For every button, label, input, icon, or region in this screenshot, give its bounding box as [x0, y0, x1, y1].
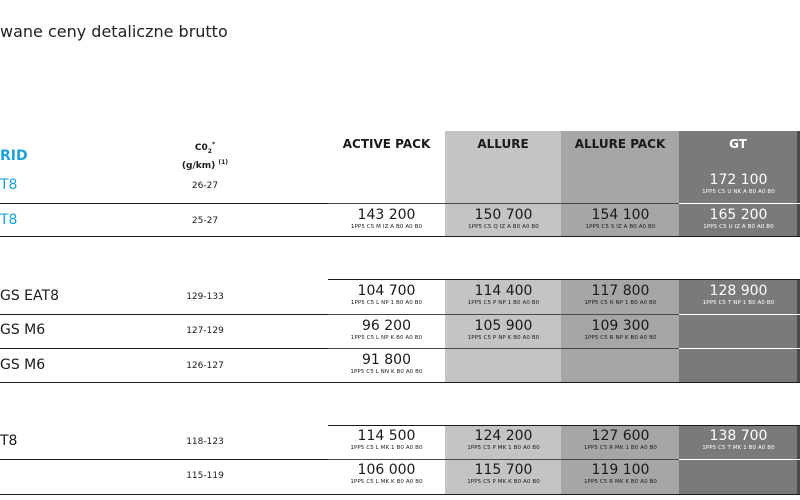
row-divider [679, 348, 800, 349]
price: 114 500 [357, 428, 416, 444]
row-divider [679, 314, 800, 315]
config-code: 1PP5 C5 U NK A B0 A0 B0 [702, 189, 775, 195]
price: 143 200 [357, 207, 416, 223]
price-cell-allure [445, 207, 562, 231]
price: 91 800 [362, 352, 411, 368]
row-label: GS EAT8 [0, 288, 59, 304]
config-code: 1PP5 C5 U IZ A B0 A0 B0 [703, 224, 774, 230]
config-code: 1PP5 C5 P NP K B0 A0 B0 [467, 335, 540, 341]
row-divider [328, 459, 679, 460]
row-label: T8 [0, 433, 18, 449]
price-cell-allure-pack [562, 283, 679, 307]
co2-value: 127-129 [186, 326, 224, 336]
price-cell-gt [680, 428, 797, 452]
price: 105 900 [474, 318, 533, 334]
co2-value: 126-127 [186, 361, 224, 371]
column-header-allure: ALLURE [477, 137, 529, 151]
config-code: 1PP5 C5 L NP 1 B0 A0 B0 [350, 300, 423, 306]
row-divider [0, 314, 328, 315]
co2-header: $C0_2^*$ (g/km) $^{(1)}$ [181, 141, 229, 171]
price: 165 200 [709, 207, 768, 223]
price-cell-allure [445, 462, 562, 486]
price: 119 100 [591, 462, 650, 478]
config-code: 1PP5 C5 L NN K B0 A0 B0 [350, 369, 423, 375]
row-divider [328, 314, 679, 315]
price-cell-active-pack [328, 462, 445, 486]
row-divider [679, 459, 800, 460]
price: 154 100 [591, 207, 650, 223]
price: 96 200 [362, 318, 411, 334]
row-divider [0, 348, 328, 349]
section-hybrid-title: RID [0, 148, 28, 164]
price: 124 200 [474, 428, 533, 444]
price: 106 000 [357, 462, 416, 478]
price-cell-gt [680, 172, 797, 196]
section-divider [0, 382, 800, 383]
co2-value: 115-119 [186, 471, 224, 481]
row-label: T8 [0, 212, 18, 228]
section-top-border [328, 425, 800, 426]
price-cell-allure-pack [562, 318, 679, 342]
price-cell-active-pack [328, 318, 445, 342]
column-header-active-pack: ACTIVE PACK [342, 137, 431, 151]
config-code: 1PP5 C5 L MK 1 B0 A0 B0 [350, 445, 423, 451]
config-code: 1PP5 C5 R MK K B0 A0 B0 [583, 479, 658, 485]
price-cell-active-pack [328, 428, 445, 452]
co2-value: 25-27 [191, 216, 219, 226]
price-cell-allure-pack [562, 207, 679, 231]
price-cell-allure-pack [562, 428, 679, 452]
row-divider [328, 348, 679, 349]
price-cell-gt [680, 283, 797, 307]
co2-value: 129-133 [186, 292, 224, 302]
section-divider [0, 236, 800, 237]
config-code: 1PP5 C5 Q IZ A B0 A0 B0 [468, 224, 539, 230]
price: 127 600 [591, 428, 650, 444]
co2-value: 26-27 [191, 181, 219, 191]
config-code: 1PP5 C5 R NP K B0 A0 B0 [584, 335, 657, 341]
row-divider [0, 459, 328, 460]
price-cell-allure [445, 428, 562, 452]
price: 114 400 [474, 283, 533, 299]
config-code: 1PP5 C5 P MK 1 B0 A0 B0 [467, 445, 540, 451]
config-code: 1PP5 C5 S IZ A B0 A0 B0 [585, 224, 656, 230]
price-cell-allure [445, 283, 562, 307]
config-code: 1PP5 C5 R NP 1 B0 A0 B0 [584, 300, 657, 306]
config-code: 1PP5 C5 T NP 1 B0 A0 B0 [702, 300, 775, 306]
price-cell-active-pack [328, 352, 445, 376]
section-divider [0, 494, 800, 495]
price: 138 700 [709, 428, 768, 444]
row-label: GS M6 [0, 322, 46, 338]
price-cell-active-pack [328, 283, 445, 307]
price-cell-allure [445, 318, 562, 342]
price: 128 900 [709, 283, 768, 299]
row-label: GS M6 [0, 357, 46, 373]
config-code: 1PP5 C5 P MK K B0 A0 B0 [467, 479, 540, 485]
row-divider [679, 203, 800, 204]
row-label: T8 [0, 177, 18, 193]
price: 109 300 [591, 318, 650, 334]
row-divider [0, 203, 328, 204]
price-cell-gt [680, 207, 797, 231]
price: 104 700 [357, 283, 416, 299]
config-code: 1PP5 C5 M IZ A B0 A0 B0 [350, 224, 423, 230]
config-code: 1PP5 C5 T MK 1 B0 A0 B0 [702, 445, 775, 451]
price: 115 700 [474, 462, 533, 478]
price-cell-allure-pack [562, 462, 679, 486]
price-cell-active-pack [328, 207, 445, 231]
row-divider [328, 203, 679, 204]
section-top-border [328, 279, 800, 280]
column-header-allure-pack: ALLURE PACK [574, 137, 666, 151]
column-header-gt: GT [729, 137, 747, 151]
page-title: wane ceny detaliczne brutto [0, 22, 228, 41]
config-code: 1PP5 C5 L MK K B0 A0 B0 [350, 479, 423, 485]
config-code: 1PP5 C5 L NP K B0 A0 B0 [350, 335, 423, 341]
price: 150 700 [474, 207, 533, 223]
config-code: 1PP5 C5 R MK 1 B0 A0 B0 [584, 445, 657, 451]
price: 172 100 [709, 172, 768, 188]
config-code: 1PP5 C5 P NP 1 B0 A0 B0 [467, 300, 540, 306]
co2-value: 118-123 [186, 437, 224, 447]
price: 117 800 [591, 283, 650, 299]
